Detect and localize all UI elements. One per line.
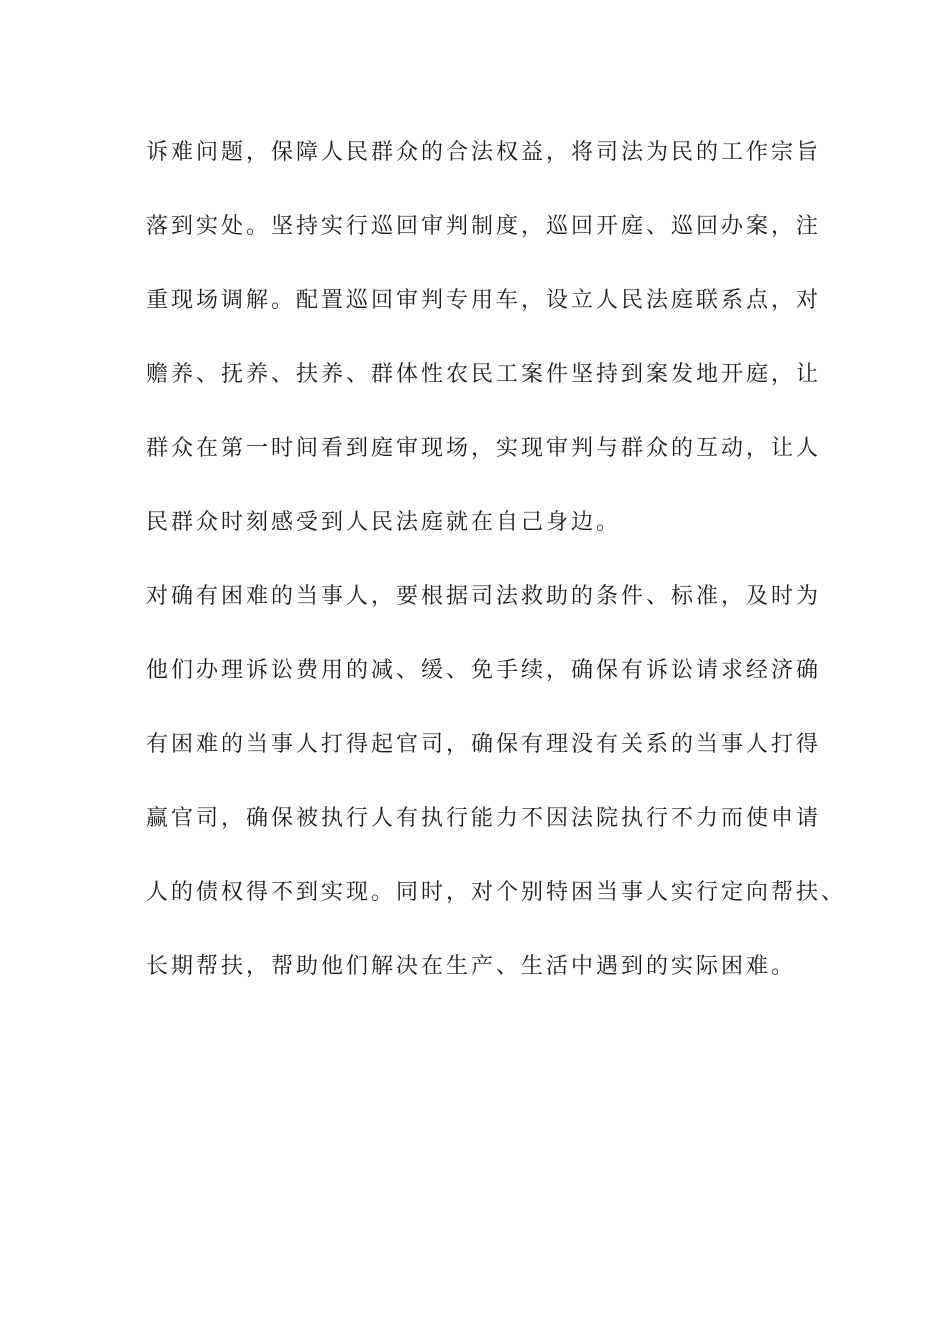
text-line: 落到实处。坚持实行巡回审判制度，巡回开庭、巡回办案，注 bbox=[146, 214, 822, 239]
text-line: 重现场调解。配置巡回审判专用车，设立人民法庭联系点，对 bbox=[146, 288, 822, 313]
text-line: 民群众时刻感受到人民法庭就在自己身边。 bbox=[146, 510, 622, 535]
text-line: 赡养、抚养、扶养、群体性农民工案件坚持到案发地开庭，让 bbox=[146, 362, 822, 387]
text-line: 人的债权得不到实现。同时，对个别特困当事人实行定向帮扶、 bbox=[146, 880, 847, 905]
body-text bbox=[146, 130, 846, 1018]
text-line: 对确有困难的当事人，要根据司法救助的条件、标准，及时为 bbox=[146, 584, 822, 609]
text-line: 长期帮扶，帮助他们解决在生产、生活中遇到的实际困难。 bbox=[146, 954, 797, 979]
text-line: 诉难问题，保障人民群众的合法权益，将司法为民的工作宗旨 bbox=[146, 140, 822, 165]
text-line: 他们办理诉讼费用的减、缓、免手续，确保有诉讼请求经济确 bbox=[146, 658, 822, 683]
text-line: 群众在第一时间看到庭审现场，实现审判与群众的互动，让人 bbox=[146, 436, 822, 461]
text-line: 有困难的当事人打得起官司，确保有理没有关系的当事人打得 bbox=[146, 732, 822, 757]
text-line: 赢官司，确保被执行人有执行能力不因法院执行不力而使申请 bbox=[146, 806, 822, 831]
